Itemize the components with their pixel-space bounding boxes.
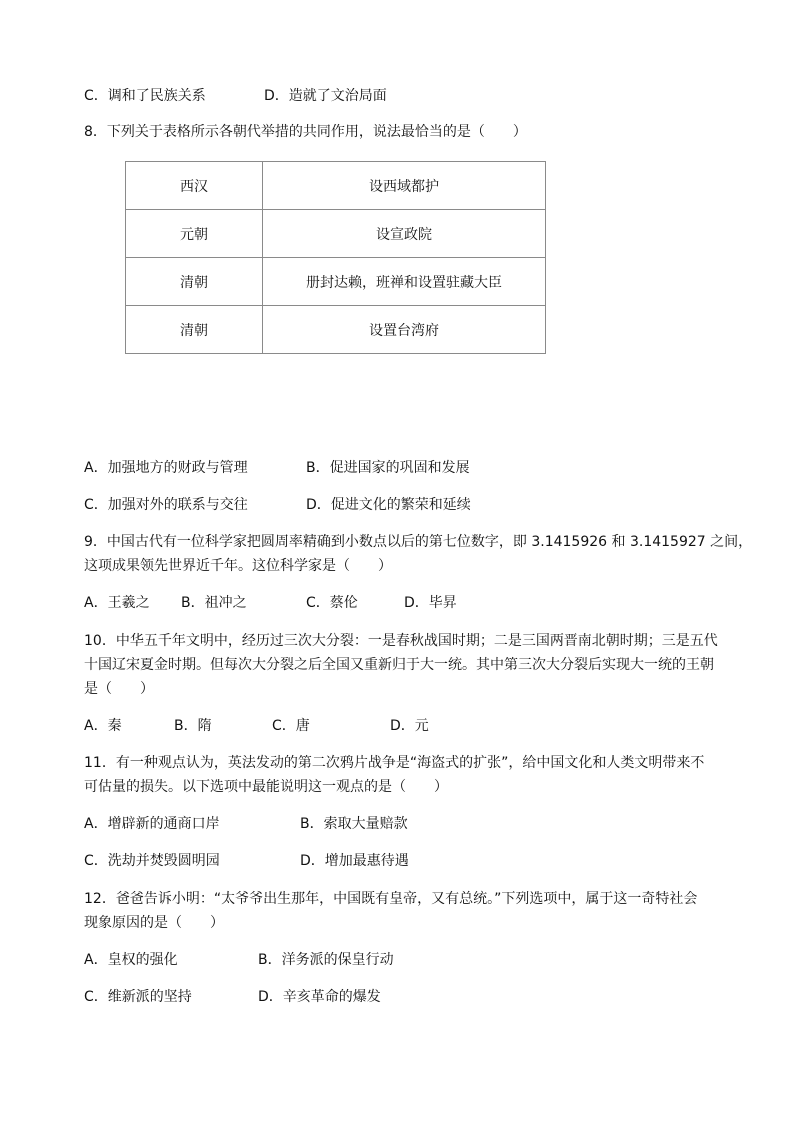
q11-option-a: A．增辟新的通商口岸 — [84, 816, 220, 832]
q11-option-c: C．洗劫并焚毁圆明园 — [84, 853, 220, 869]
q7-option-c: C．调和了民族关系 — [84, 88, 206, 104]
table-cell-measure: 册封达赖，班禅和设置驻藏大臣 — [263, 258, 546, 306]
table-row — [126, 210, 546, 258]
q12-option-d: D．辛亥革命的爆发 — [258, 989, 381, 1005]
q8-option-d: D．促进文化的繁荣和延续 — [306, 497, 471, 513]
q11-option-d: D．增加最惠待遇 — [300, 853, 409, 869]
q10-stem-line-3: 是（ ） — [84, 681, 154, 697]
q10-stem-line-2: 十国辽宋夏金时期。但每次大分裂之后全国又重新归于大一统。其中第三次大分裂后实现大一统的王朝 — [84, 657, 714, 673]
table-cell-measure: 设置台湾府 — [263, 306, 546, 354]
q10-option-d: D．元 — [390, 718, 429, 734]
table-cell-measure: 设西域都护 — [263, 162, 546, 210]
q9-option-b: B．祖冲之 — [181, 595, 247, 611]
q10-stem-line-1: 10．中华五千年文明中，经历过三次大分裂：一是春秋战国时期；二是三国两晋南北朝时期；三是五代 — [84, 633, 718, 649]
table-cell-dynasty: 元朝 — [126, 210, 263, 258]
q11-option-b: B．索取大量赔款 — [300, 816, 408, 832]
q9-stem-line-1: 9．中国古代有一位科学家把圆周率精确到小数点以后的第七位数字，即 3.1415926 和 3.1415927 之间， — [84, 534, 753, 550]
q10-option-b: B．隋 — [174, 718, 212, 734]
table-row — [126, 162, 546, 210]
q11-stem-line-1: 11．有一种观点认为，英法发动的第二次鸦片战争是“海盗式的扩张”，给中国文化和人类文明带来不 — [84, 755, 705, 771]
q8-option-b: B．促进国家的巩固和发展 — [306, 460, 470, 476]
q7-option-d: D．造就了文治局面 — [264, 88, 387, 104]
q8-stem: 8．下列关于表格所示各朝代举措的共同作用，说法最恰当的是（ ） — [84, 124, 527, 140]
q8-option-c: C．加强对外的联系与交往 — [84, 497, 248, 513]
q10-option-c: C．唐 — [272, 718, 310, 734]
q12-option-b: B．洋务派的保皇行动 — [258, 952, 394, 968]
table-cell-dynasty: 西汉 — [126, 162, 263, 210]
q8-table — [125, 161, 546, 354]
q9-stem-line-2: 这项成果领先世界近千年。这位科学家是（ ） — [84, 558, 392, 574]
table-row — [126, 258, 546, 306]
q12-option-c: C．维新派的坚持 — [84, 989, 192, 1005]
q9-option-a: A．王羲之 — [84, 595, 150, 611]
q10-option-a: A．秦 — [84, 718, 122, 734]
table-row — [126, 306, 546, 354]
table-cell-dynasty: 清朝 — [126, 306, 263, 354]
q12-stem-line-1: 12．爸爸告诉小明：“太爷爷出生那年，中国既有皇帝，又有总统。”下列选项中，属于这一奇特社会 — [84, 891, 698, 907]
q9-option-d: D．毕昇 — [404, 595, 457, 611]
table-cell-measure: 设宣政院 — [263, 210, 546, 258]
q11-stem-line-2: 可估量的损失。以下选项中最能说明这一观点的是（ ） — [84, 779, 448, 795]
q8-option-a: A．加强地方的财政与管理 — [84, 460, 248, 476]
q12-stem-line-2: 现象原因的是（ ） — [84, 915, 224, 931]
q12-option-a: A．皇权的强化 — [84, 952, 178, 968]
q9-option-c: C．蔡伦 — [306, 595, 358, 611]
table-cell-dynasty: 清朝 — [126, 258, 263, 306]
